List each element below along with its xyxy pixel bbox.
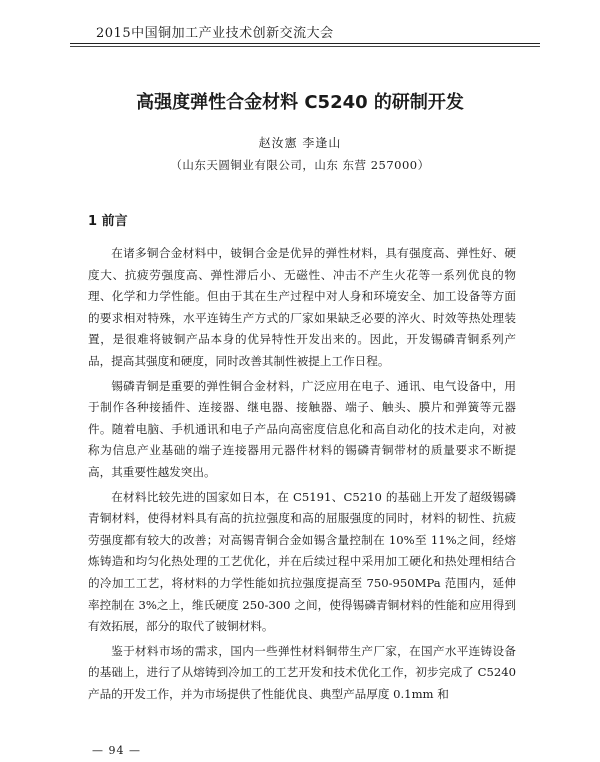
section-heading-introduction: 1 前言 bbox=[88, 214, 128, 229]
paper-title: 高强度弹性合金材料 C5240 的研制开发 bbox=[136, 92, 464, 113]
paragraph: 鉴于材料市场的需求，国内一些弹性材料铜带生产厂家，在国产水平连铸设备的基础上，进行了从熔铸到冷加工的工艺开发和技术优化工作，初步完成了 C5240 产品的开发工作，并为市场提供了性能优良、典型产品厚度 0.1mm 和 bbox=[88, 643, 516, 701]
paragraph: 在诸多铜合金材料中，铍铜合金是优异的弹性材料，具有强度高、弹性好、硬度大、抗疲劳强度高、弹性滞后小、无磁性、冲击不产生火花等一系列优良的物理、化学和力学性能。但由于其在生产过程中对人身和环境安全、加工设备等方面的要求相对特殊，水平连铸生产方式的厂家如果缺乏必要的淬火、时效等热处理装置，是很难将铍铜产品本身的优异特性开发出来的。因此，开发锡磷青铜系列产品，提高其强度和硬度，同时改善其制性被提上工作日程。 bbox=[88, 246, 516, 368]
authors: 赵汝憲 李逢山 bbox=[258, 136, 342, 150]
running-header: 2015中国铜加工产业技术创新交流大会 bbox=[96, 26, 334, 41]
page-number: — 94 — bbox=[92, 744, 141, 757]
header-rule-thin bbox=[70, 46, 540, 47]
paragraph: 锡磷青铜是重要的弹性铜合金材料，广泛应用在电子、通讯、电气设备中，用于制作各种接插件、连接器、继电器、接触器、端子、触头、膜片和弹簧等元器件。随着电脑、手机通讯和电子产品向高密度信息化和高自动化的技术走向，对被称为信息产业基础的端子连接器用元器件材料的锡磷青铜带材的质量要求不断提高，其重要性越发突出。 bbox=[88, 378, 516, 479]
body-text bbox=[88, 243, 516, 708]
paragraph: 在材料比较先进的国家如日本，在 C5191、C5210 的基础上开发了超级锡磷青铜材料，使得材料具有高的抗拉强度和高的屈服强度的同时，材料的韧性、抗疲劳强度都有较大的改善；对高锡青铜合金如锡含量控制在 10%至 11%之间，经熔炼铸造和均匀化热处理的工艺优化，并在后续过程中采用加工硬化和热处理相结合的冷加工工艺，将材料的力学性能如抗拉强度提高至 750-950MPa 范围内，延伸率控制在 3%之上，维氏硬度 250-300 之间，使得锡磷青铜材料的性能和应用得到有效拓展，部分的取代了铍铜材料。 bbox=[88, 489, 516, 634]
affiliation: （山东天圆铜业有限公司，山东 东营 257000） bbox=[170, 158, 430, 172]
header-rule bbox=[70, 43, 540, 44]
